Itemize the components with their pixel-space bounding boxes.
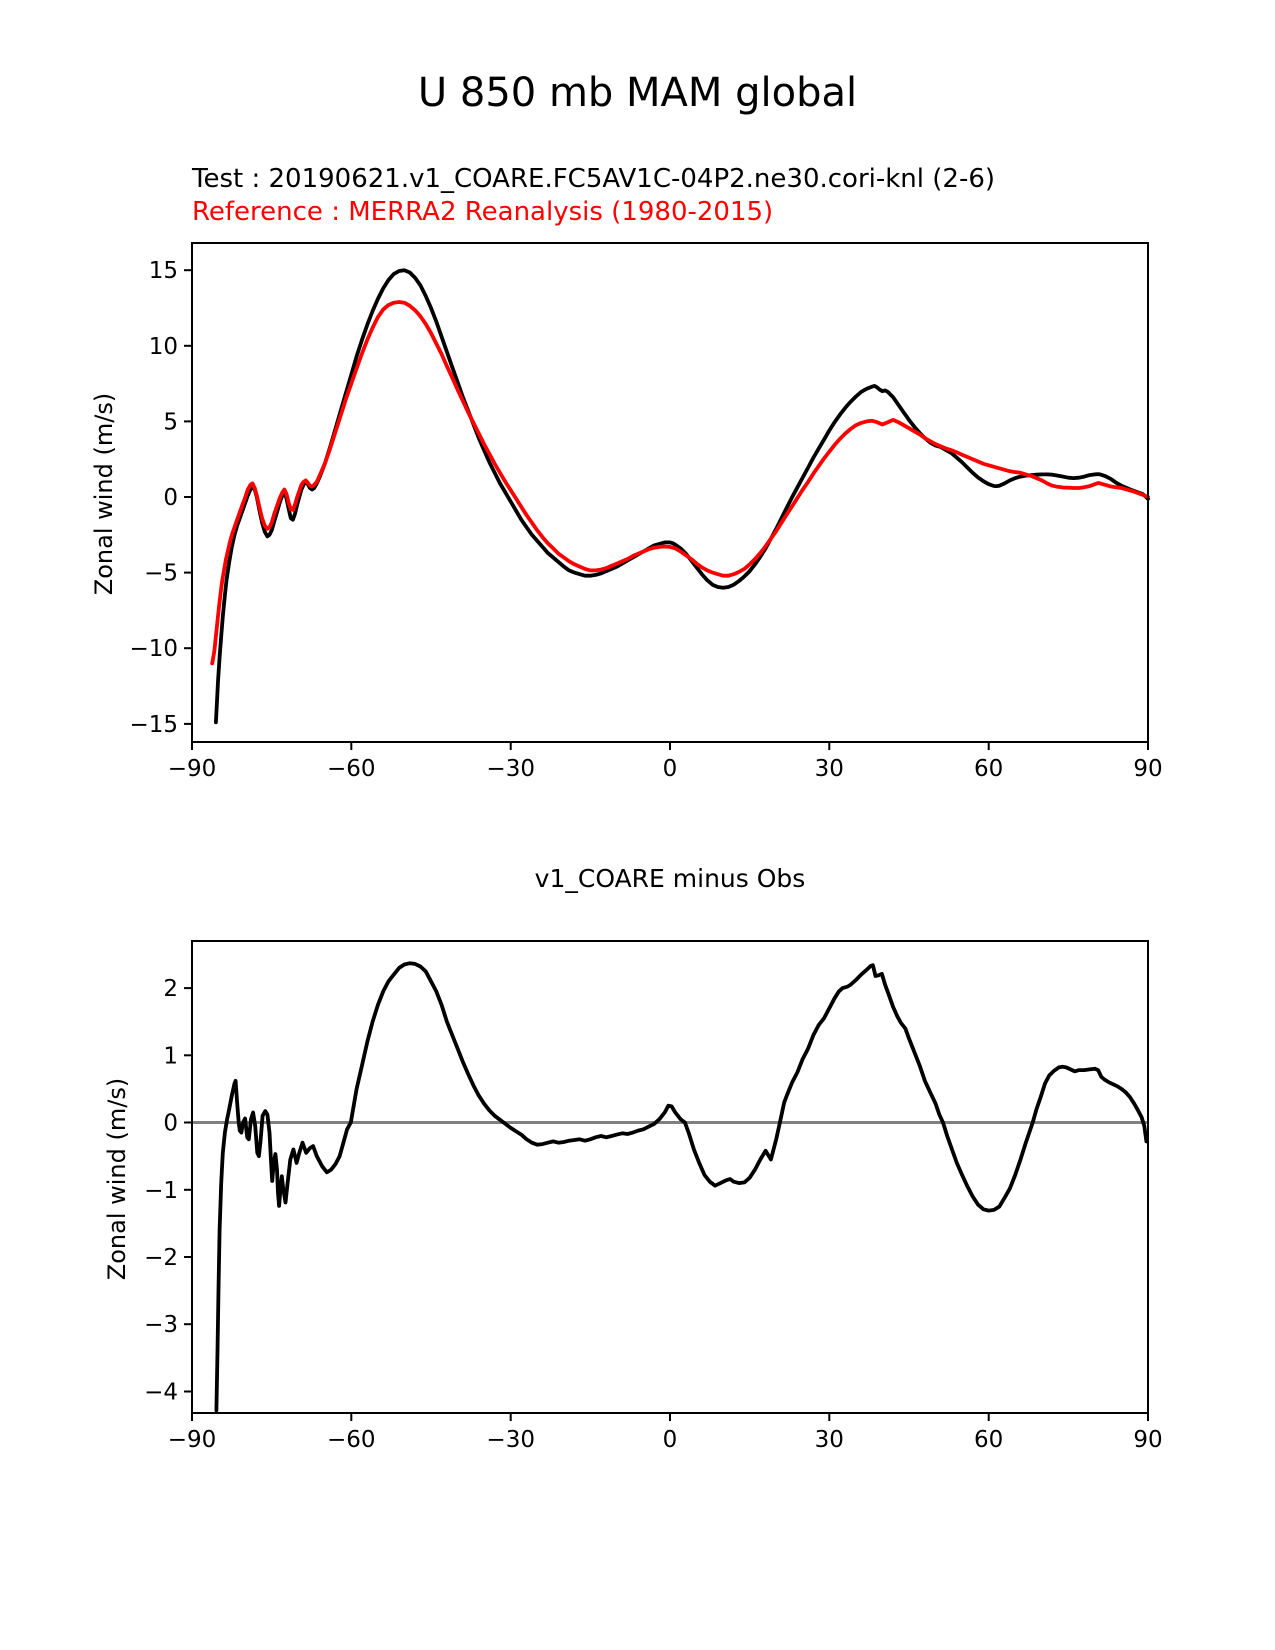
plot-border [192,243,1148,742]
x-tick-label: −30 [486,756,535,782]
reference-run-label: Reference : MERRA2 Reanalysis (1980-2015) [192,197,774,227]
y-tick-label: 0 [163,485,178,511]
y-tick-label: 1 [163,1043,178,1070]
diff-curve [216,963,1146,1410]
x-tick-label: −90 [167,1427,217,1453]
x-tick-label: 60 [974,756,1004,782]
y-tick-label: −1 [144,1177,178,1204]
y-tick-label: 5 [163,409,178,436]
y-tick-label: −3 [144,1312,178,1339]
x-tick-label: −60 [327,756,376,782]
y-tick-label: −5 [144,560,178,587]
x-tick-label: 30 [814,756,844,782]
x-tick-label: 0 [662,1427,678,1453]
y-tick-label: 15 [148,258,178,285]
test-curve [216,270,1148,722]
top-plot-y-axis-label: Zonal wind (m/s) [90,392,118,596]
subtitle-block [192,163,995,229]
figure-title: U 850 mb MAM global [417,70,858,116]
y-tick-label: 2 [163,976,178,1003]
plot-border [192,941,1148,1413]
bottom-plot-y-axis-label: Zonal wind (m/s) [103,1077,131,1281]
y-tick-label: 10 [148,333,178,360]
y-tick-label: −15 [129,711,178,738]
x-tick-label: −90 [167,756,217,782]
x-tick-label: 90 [1133,756,1163,782]
y-tick-label: −4 [144,1379,178,1406]
x-tick-label: −30 [486,1427,535,1453]
test-run-label: Test : 20190621.v1_COARE.FC5AV1C-04P2.ne30.cori-knl (2-6) [192,164,996,194]
y-tick-label: −2 [144,1245,178,1271]
bottom-plot-title: v1_COARE minus Obs [534,864,806,893]
x-tick-label: 90 [1133,1427,1163,1453]
bottom-plot-axes [144,941,1163,1453]
x-tick-label: −60 [327,1427,376,1453]
x-tick-label: 30 [814,1427,844,1453]
x-tick-label: 60 [974,1427,1004,1453]
top-plot-axes [129,243,1163,782]
x-tick-label: 0 [662,756,678,782]
y-tick-label: 0 [163,1110,178,1137]
y-tick-label: −10 [129,636,178,663]
